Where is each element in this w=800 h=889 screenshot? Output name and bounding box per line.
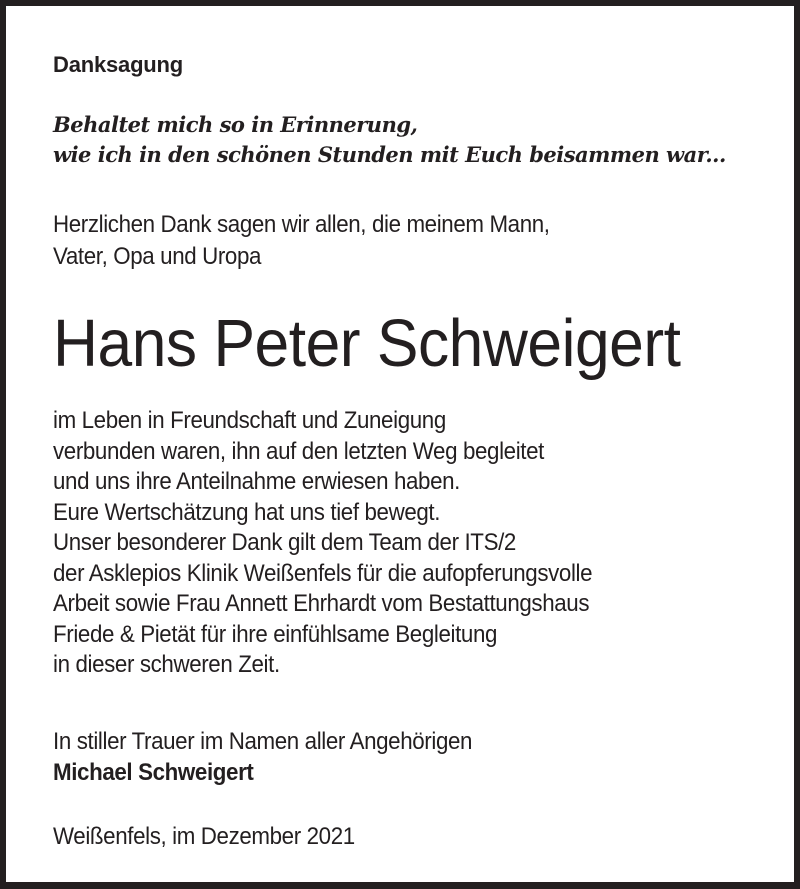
signer-name: Michael Schweigert <box>53 759 254 786</box>
place-date: Weißenfels, im Dezember 2021 <box>53 823 355 850</box>
body-line: verbunden waren, ihn auf den letzten Weg begleitet <box>53 437 544 465</box>
body-line: Unser besonderer Dank gilt dem Team der ITS/2 <box>53 529 516 556</box>
mourning-block <box>53 726 472 788</box>
body-line: und uns ihre Anteilnahme erwiesen haben. <box>53 468 461 495</box>
body-line: der Asklepios Klinik Weißenfels für die aufopferungsvolle <box>53 559 593 587</box>
body-line: Friede & Pietät für ihre einfühlsame Begleitung <box>53 620 498 648</box>
body-text <box>53 406 592 681</box>
deceased-name: Hans Peter Schweigert <box>53 306 681 381</box>
intro-line: Herzlichen Dank sagen wir allen, die meinem Mann, <box>53 211 550 238</box>
notice-heading: Danksagung <box>53 52 184 77</box>
motto-line: Behaltet mich so in Erinnerung, <box>53 112 418 137</box>
body-line: im Leben in Freundschaft und Zuneigung <box>53 407 446 434</box>
motto-quote <box>53 110 726 170</box>
mourning-line: In stiller Trauer im Namen aller Angehörigen <box>53 728 473 755</box>
motto-line: wie ich in den schönen Stunden mit Euch beisammen war... <box>53 142 726 167</box>
body-line: Eure Wertschätzung hat uns tief bewegt. <box>53 498 441 526</box>
body-line: Arbeit sowie Frau Annett Ehrhardt vom Bestattungshaus <box>53 590 590 617</box>
intro-line: Vater, Opa und Uropa <box>53 243 262 270</box>
intro-text <box>53 209 550 273</box>
body-line: in dieser schweren Zeit. <box>53 651 280 678</box>
